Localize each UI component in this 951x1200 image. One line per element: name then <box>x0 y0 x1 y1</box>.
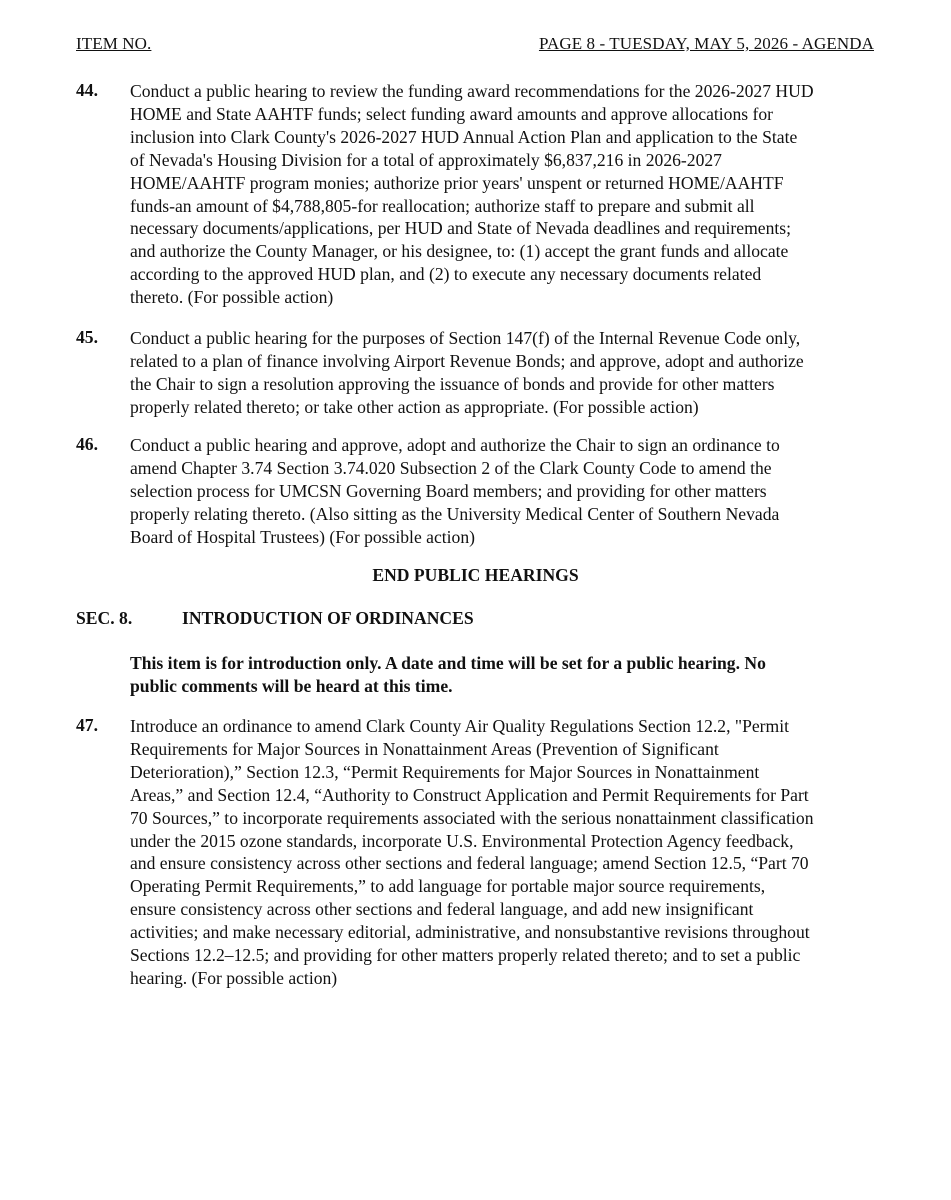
item-number: 47. <box>76 715 98 735</box>
item-text-line: under the 2015 ozone standards, incorporate U.S. Environmental Protection Agency feedback, <box>130 830 794 851</box>
header-item-no: ITEM NO. <box>76 34 152 53</box>
item-number: 46. <box>76 434 98 454</box>
end-public-hearings-heading: END PUBLIC HEARINGS <box>372 565 579 585</box>
item-text-line: ensure consistency across other sections and federal language, and add new insignificant <box>130 899 754 920</box>
item-text-line: and ensure consistency across other sections and federal language; amend Section 12.5, “Part 70 <box>130 853 809 874</box>
item-text-line: HOME/AAHTF program monies; authorize prior years' unspent or returned HOME/AAHTF <box>130 172 784 193</box>
header-page-info: PAGE 8 - TUESDAY, MAY 5, 2026 - AGENDA <box>538 34 874 53</box>
section-note <box>130 652 850 698</box>
item-text-line: related to a plan of finance involving Airport Revenue Bonds; and approve, adopt and authorize <box>130 350 804 371</box>
item-text-line: thereto. (For possible action) <box>130 287 334 308</box>
item-text-line: Areas,” and Section 12.4, “Authority to Construct Application and Permit Requirements for Part <box>130 784 809 805</box>
item-text <box>130 434 876 549</box>
item-text-line: HOME and State AAHTF funds; select funding award amounts and approve allocations for <box>130 103 774 124</box>
item-text-line: Sections 12.2–12.5; and providing for other matters properly related thereto; and to set a public <box>130 945 801 966</box>
item-text-line: Board of Hospital Trustees) (For possible action) <box>130 526 476 547</box>
item-text <box>130 80 876 309</box>
item-text-line: and authorize the County Manager, or his designee, to: (1) accept the grant funds and allocate <box>130 241 789 262</box>
item-text-line: Conduct a public hearing to review the funding award recommendations for the 2026-2027 HUD <box>130 81 814 101</box>
section-number: SEC. 8. <box>76 608 133 628</box>
item-text-line: Conduct a public hearing and approve, adopt and authorize the Chair to sign an ordinance to <box>130 435 780 455</box>
item-text-line: necessary documents/applications, per HUD and State of Nevada deadlines and requirements; <box>130 218 792 239</box>
item-text <box>130 715 876 990</box>
section-title: INTRODUCTION OF ORDINANCES <box>182 608 474 628</box>
item-text <box>130 327 876 419</box>
item-text-line: according to the approved HUD plan, and (2) to execute any necessary documents related <box>130 264 762 285</box>
item-text-line: properly relating thereto. (Also sitting as the University Medical Center of Southern Nevada <box>130 503 780 524</box>
item-text-line: inclusion into Clark County's 2026-2027 HUD Annual Action Plan and application to the State <box>130 126 798 147</box>
item-text-line: selection process for UMCSN Governing Board members; and providing for other matters <box>130 480 767 501</box>
item-text-line: the Chair to sign a resolution approving the issuance of bonds and provide for other matters <box>130 373 775 394</box>
item-text-line: funds-an amount of $4,788,805-for reallocation; authorize staff to prepare and submit all <box>130 195 755 216</box>
item-text-line: Operating Permit Requirements,” to add language for portable major source requirements, <box>130 876 766 897</box>
item-text-line: amend Chapter 3.74 Section 3.74.020 Subsection 2 of the Clark County Code to amend the <box>130 457 772 478</box>
item-number: 44. <box>76 80 98 100</box>
section-note-line: public comments will be heard at this time. <box>130 675 453 696</box>
item-text-line: activities; and make necessary editorial, administrative, and nonsubstantive revisions throughout <box>130 922 810 943</box>
item-number: 45. <box>76 327 98 347</box>
item-text-line: Conduct a public hearing for the purposes of Section 147(f) of the Internal Revenue Code only, <box>130 328 801 348</box>
item-text-line: Deterioration),” Section 12.3, “Permit Requirements for Major Sources in Nonattainment <box>130 761 760 782</box>
section-note-line: This item is for introduction only. A date and time will be set for a public hearing. No <box>130 653 766 673</box>
item-text-line: properly related thereto; or take other action as appropriate. (For possible action) <box>130 396 699 417</box>
item-text-line: Requirements for Major Sources in Nonattainment Areas (Prevention of Significant <box>130 738 719 759</box>
item-text-line: of Nevada's Housing Division for a total of approximately $6,837,216 in 2026-2027 <box>130 149 722 170</box>
item-text-line: 70 Sources,” to incorporate requirements associated with the serious nonattainment classification <box>130 807 814 828</box>
item-text-line: hearing. (For possible action) <box>130 967 338 988</box>
item-text-line: Introduce an ordinance to amend Clark County Air Quality Regulations Section 12.2, "Permit <box>130 716 790 736</box>
